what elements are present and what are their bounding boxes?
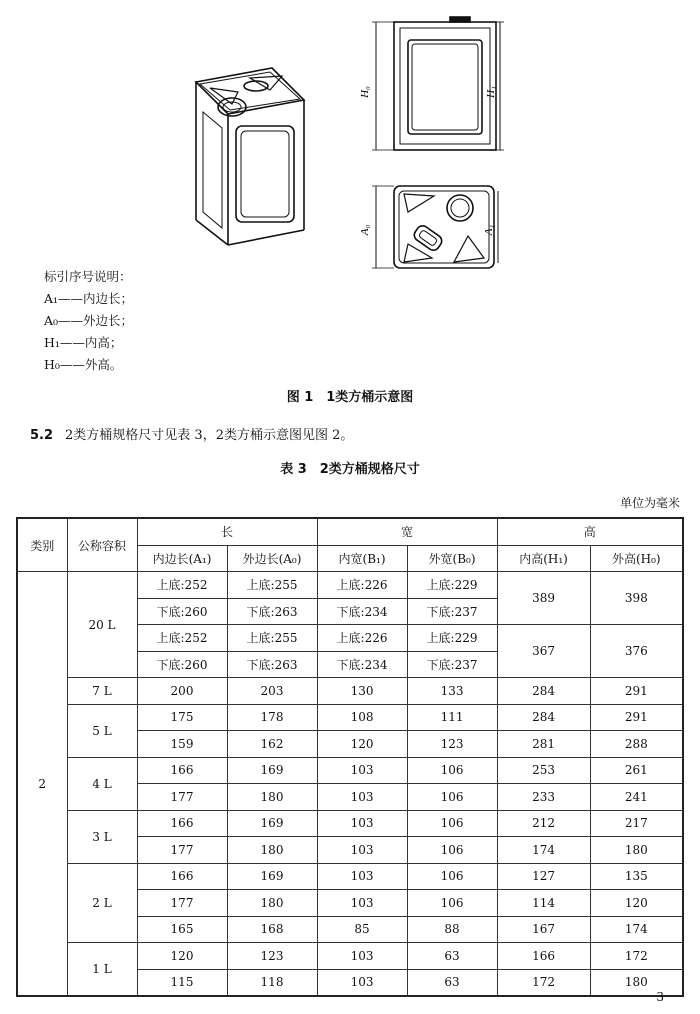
cell: 291 [590,678,683,705]
cell: 下底:237 [407,651,497,678]
cell: 261 [590,757,683,784]
can-front-view [372,17,504,150]
cell: 174 [497,837,590,864]
category-cell: 2 [17,572,67,997]
cell: 166 [137,810,227,837]
cell: 106 [407,890,497,917]
cell: 135 [590,863,683,890]
figure-1-drawing [0,0,700,270]
cell: 103 [317,784,407,811]
header-length: 长 [137,518,317,545]
cell: 下底:260 [137,651,227,678]
cell: 下底:234 [317,598,407,625]
cell: 127 [497,863,590,890]
cell: 上底:255 [227,625,317,652]
header-row [17,518,683,545]
cell: 上底:255 [227,572,317,599]
cell: 169 [227,863,317,890]
cell: 177 [137,890,227,917]
cell: 203 [227,678,317,705]
legend-item: H₀——外高。 [44,357,123,372]
cell: 398 [590,572,683,625]
label-h-inner: H₁ [485,86,497,98]
cell: 111 [407,704,497,731]
cell: 123 [227,943,317,970]
cell: 133 [407,678,497,705]
cell: 281 [497,731,590,758]
cell: 169 [227,757,317,784]
legend-item: H₁——内高； [44,335,123,350]
cell: 212 [497,810,590,837]
capacity-cell: 2 L [67,863,137,943]
cell: 106 [407,863,497,890]
table-row [17,572,683,599]
cell: 88 [407,916,497,943]
cell: 106 [407,810,497,837]
header-inner-height: 内高(H₁) [497,545,590,572]
table-row [17,704,683,731]
section-number: 5.2 [30,428,54,443]
can-isometric-view [196,68,304,245]
capacity-cell: 1 L [67,943,137,997]
cell: 118 [227,969,317,996]
cell: 376 [590,625,683,678]
cell: 253 [497,757,590,784]
table-row [17,863,683,890]
cell: 114 [497,890,590,917]
cell: 288 [590,731,683,758]
capacity-cell: 4 L [67,757,137,810]
cell: 85 [317,916,407,943]
cell: 165 [137,916,227,943]
section-text: 2类方桶规格尺寸见表 3，2类方桶示意图见图 2。 [65,428,354,443]
cell: 120 [317,731,407,758]
header-outer-width: 外宽(B₀) [407,545,497,572]
cell: 下底:237 [407,598,497,625]
cell: 284 [497,678,590,705]
cell: 63 [407,943,497,970]
figure-caption: 图 1 1类方桶示意图 [286,390,414,405]
cell: 233 [497,784,590,811]
legend-title: 标引序号说明： [44,269,132,284]
cell: 上底:226 [317,572,407,599]
cell: 167 [497,916,590,943]
legend-item: A₀——外边长； [44,313,134,328]
cell: 172 [590,943,683,970]
page-number: 3 [656,990,664,1004]
cell: 108 [317,704,407,731]
cell: 上底:229 [407,625,497,652]
cell: 217 [590,810,683,837]
cell: 115 [137,969,227,996]
label-h-outer: H₀ [359,86,371,98]
header-outer-height: 外高(H₀) [590,545,683,572]
cell: 177 [137,837,227,864]
cell: 172 [497,969,590,996]
figure-legend [44,266,133,376]
cell: 291 [590,704,683,731]
cell: 284 [497,704,590,731]
cell: 200 [137,678,227,705]
cell: 103 [317,757,407,784]
cell: 130 [317,678,407,705]
table-row [17,678,683,705]
cell: 166 [137,757,227,784]
cell: 103 [317,969,407,996]
spec-table [16,517,684,997]
capacity-cell: 5 L [67,704,137,757]
table-row [17,810,683,837]
cell: 123 [407,731,497,758]
cell: 168 [227,916,317,943]
cell: 162 [227,731,317,758]
cell: 241 [590,784,683,811]
cell: 106 [407,784,497,811]
cell: 169 [227,810,317,837]
cell: 下底:263 [227,651,317,678]
cell: 166 [137,863,227,890]
header-category: 类别 [17,518,67,572]
cell: 180 [227,890,317,917]
cell: 上底:252 [137,625,227,652]
cell: 159 [137,731,227,758]
cell: 103 [317,810,407,837]
cell: 180 [590,837,683,864]
header-capacity: 公称容积 [67,518,137,572]
header-width: 宽 [317,518,497,545]
cell: 下底:234 [317,651,407,678]
table-row [17,757,683,784]
cell: 389 [497,572,590,625]
section-paragraph [30,424,353,443]
label-a-outer: A₀ [359,224,371,236]
capacity-cell: 3 L [67,810,137,863]
header-inner-width: 内宽(B₁) [317,545,407,572]
cell: 103 [317,890,407,917]
legend-item: A₁——内边长； [44,291,134,306]
cell: 下底:260 [137,598,227,625]
cell: 120 [590,890,683,917]
cell: 367 [497,625,590,678]
cell: 120 [137,943,227,970]
cell: 103 [317,863,407,890]
cell: 上底:226 [317,625,407,652]
cell: 103 [317,943,407,970]
cell: 103 [317,837,407,864]
cell: 180 [227,837,317,864]
cell: 上底:229 [407,572,497,599]
can-top-view [372,186,498,268]
header-inner-length: 内边长(A₁) [137,545,227,572]
cell: 上底:252 [137,572,227,599]
cell: 106 [407,837,497,864]
cell: 178 [227,704,317,731]
label-a-inner: A₁ [483,224,495,236]
header-outer-length: 外边长(A₀) [227,545,317,572]
cell: 106 [407,757,497,784]
unit-note: 单位为毫米 [619,496,680,510]
cell: 174 [590,916,683,943]
header-height: 高 [497,518,683,545]
cell: 166 [497,943,590,970]
capacity-cell: 20 L [67,572,137,678]
cell: 下底:263 [227,598,317,625]
cell: 175 [137,704,227,731]
capacity-cell: 7 L [67,678,137,705]
cell: 177 [137,784,227,811]
table-row [17,943,683,970]
cell: 63 [407,969,497,996]
table-caption: 表 3 2类方桶规格尺寸 [280,462,420,477]
cell: 180 [590,969,683,996]
cell: 180 [227,784,317,811]
